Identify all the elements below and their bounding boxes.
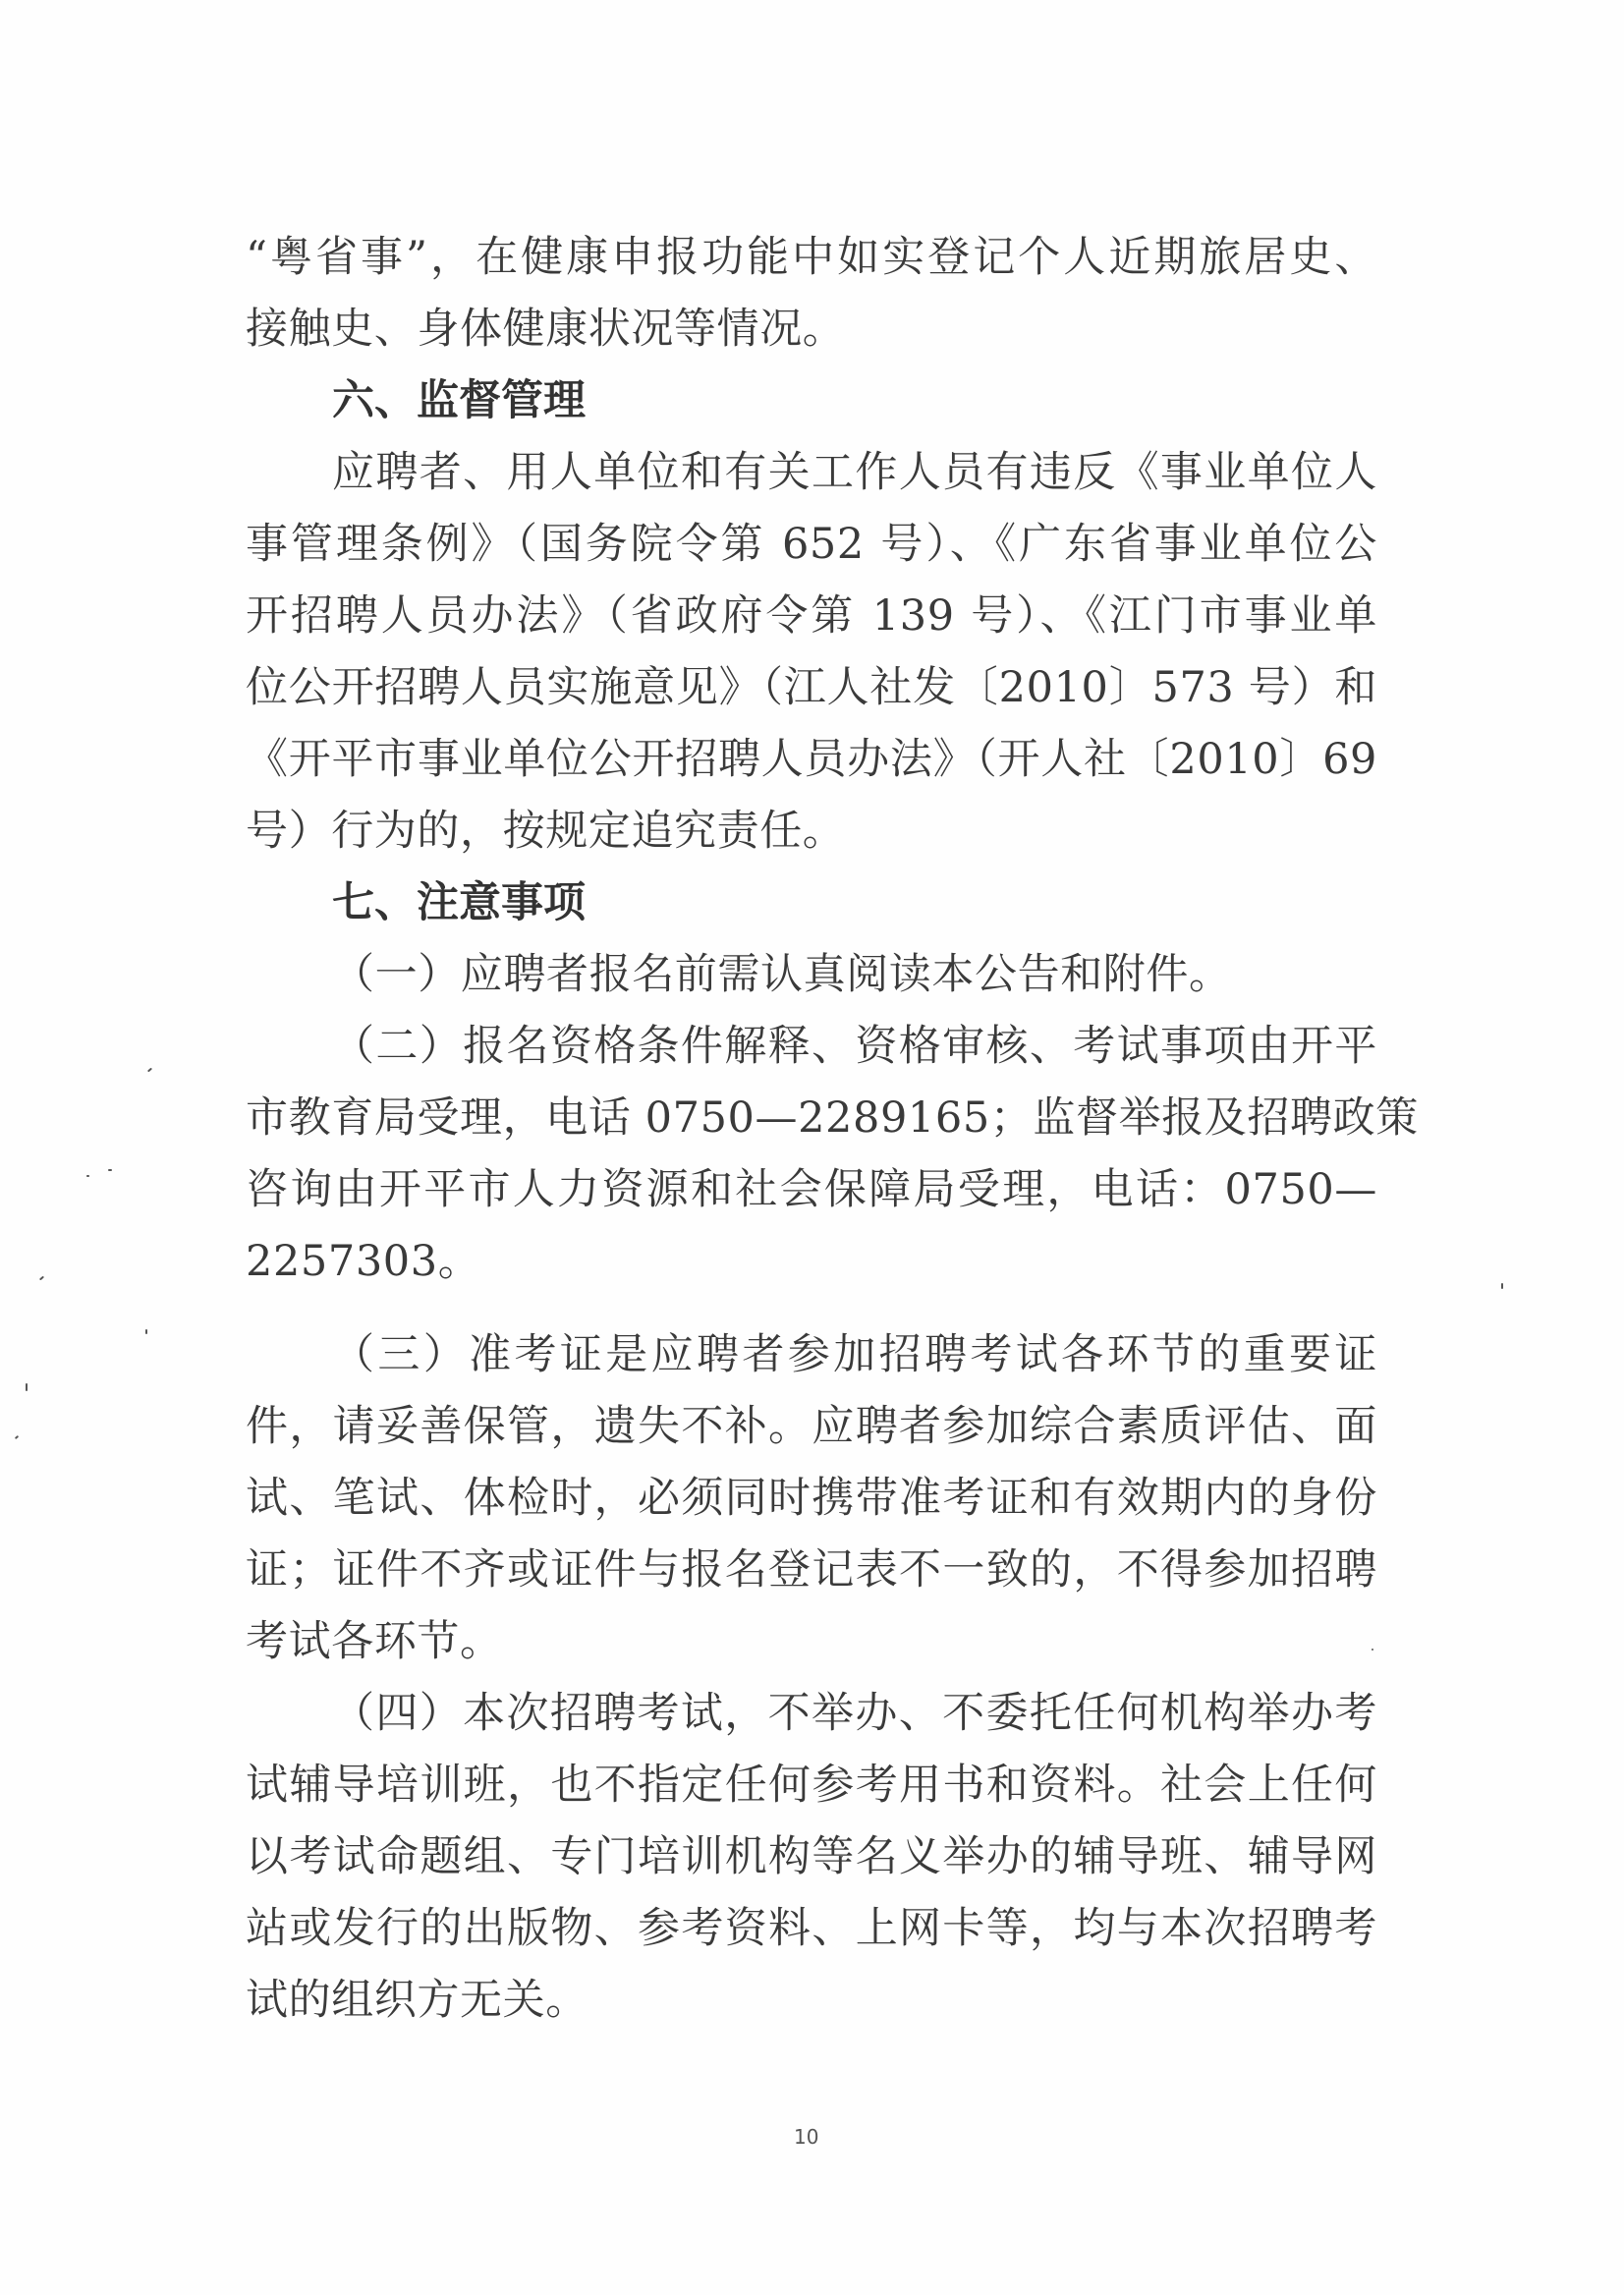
section-heading-notes: 七、注意事项 — [332, 878, 586, 927]
scan-speck — [1501, 1283, 1503, 1289]
scan-speck — [39, 1276, 44, 1281]
text-line: 试辅导培训班，也不指定任何参考用书和资料。社会上任何 — [246, 1761, 1377, 1810]
text-line: “粤省事”，在健康申报功能中如实登记个人近期旅居史、 — [246, 233, 1377, 282]
scan-speck — [147, 1068, 152, 1073]
text-line: 试、笔试、体检时，必须同时携带准考证和有效期内的身份 — [246, 1474, 1377, 1523]
text-line: 咨询由开平市人力资源和社会保障局受理，电话：0750— — [246, 1165, 1377, 1214]
text-line: 试的组织方无关。 — [246, 1976, 588, 2025]
text-line: 站或发行的出版物、参考资料、上网卡等，均与本次招聘考 — [246, 1904, 1377, 1953]
scan-speck — [15, 1435, 19, 1439]
text-line: 以考试命题组、专门培训机构等名义举办的辅导班、辅导网 — [246, 1832, 1377, 1881]
text-line: 位公开招聘人员实施意见》（江人社发〔2010〕573 号）和 — [246, 663, 1377, 712]
note-item-3: （三）准考证是应聘者参加招聘考试各环节的重要证 — [332, 1330, 1377, 1379]
text-line: 2257303。 — [246, 1237, 481, 1286]
text-line: 证；证件不齐或证件与报名登记表不一致的，不得参加招聘 — [246, 1545, 1377, 1595]
scan-speck — [26, 1383, 28, 1391]
note-item-4: （四）本次招聘考试，不举办、不委托任何机构举办考 — [332, 1689, 1377, 1738]
text-line: 号）行为的，按规定追究责任。 — [246, 807, 846, 856]
text-line: 市教育局受理，电话 0750—2289165；监督举报及招聘政策 — [246, 1093, 1419, 1143]
text-line: 件，请妥善保管，遗失不补。应聘者参加综合素质评估、面 — [246, 1402, 1377, 1451]
page-number: 10 — [794, 2125, 819, 2149]
text-line: 事管理条例》（国务院令第 652 号）、《广东省事业单位公 — [246, 520, 1377, 569]
text-line: 开招聘人员办法》（省政府令第 139 号）、《江门市事业单 — [246, 591, 1377, 641]
scan-speck — [145, 1329, 147, 1334]
text-line: 考试各环节。 — [246, 1617, 503, 1666]
scan-speck — [108, 1169, 112, 1171]
text-line: 接触史、身体健康状况等情况。 — [246, 305, 846, 354]
scan-speck — [1372, 1649, 1373, 1651]
note-item-1: （一）应聘者报名前需认真阅读本公告和附件。 — [332, 950, 1232, 999]
scan-speck — [86, 1175, 89, 1177]
section-heading-supervision: 六、监督管理 — [332, 376, 586, 425]
paragraph-first-line: 应聘者、用人单位和有关工作人员有违反《事业单位人 — [332, 448, 1377, 497]
note-item-2: （二）报名资格条件解释、资格审核、考试事项由开平 — [332, 1022, 1377, 1071]
text-line: 《开平市事业单位公开招聘人员办法》（开人社〔2010〕69 — [246, 735, 1377, 784]
